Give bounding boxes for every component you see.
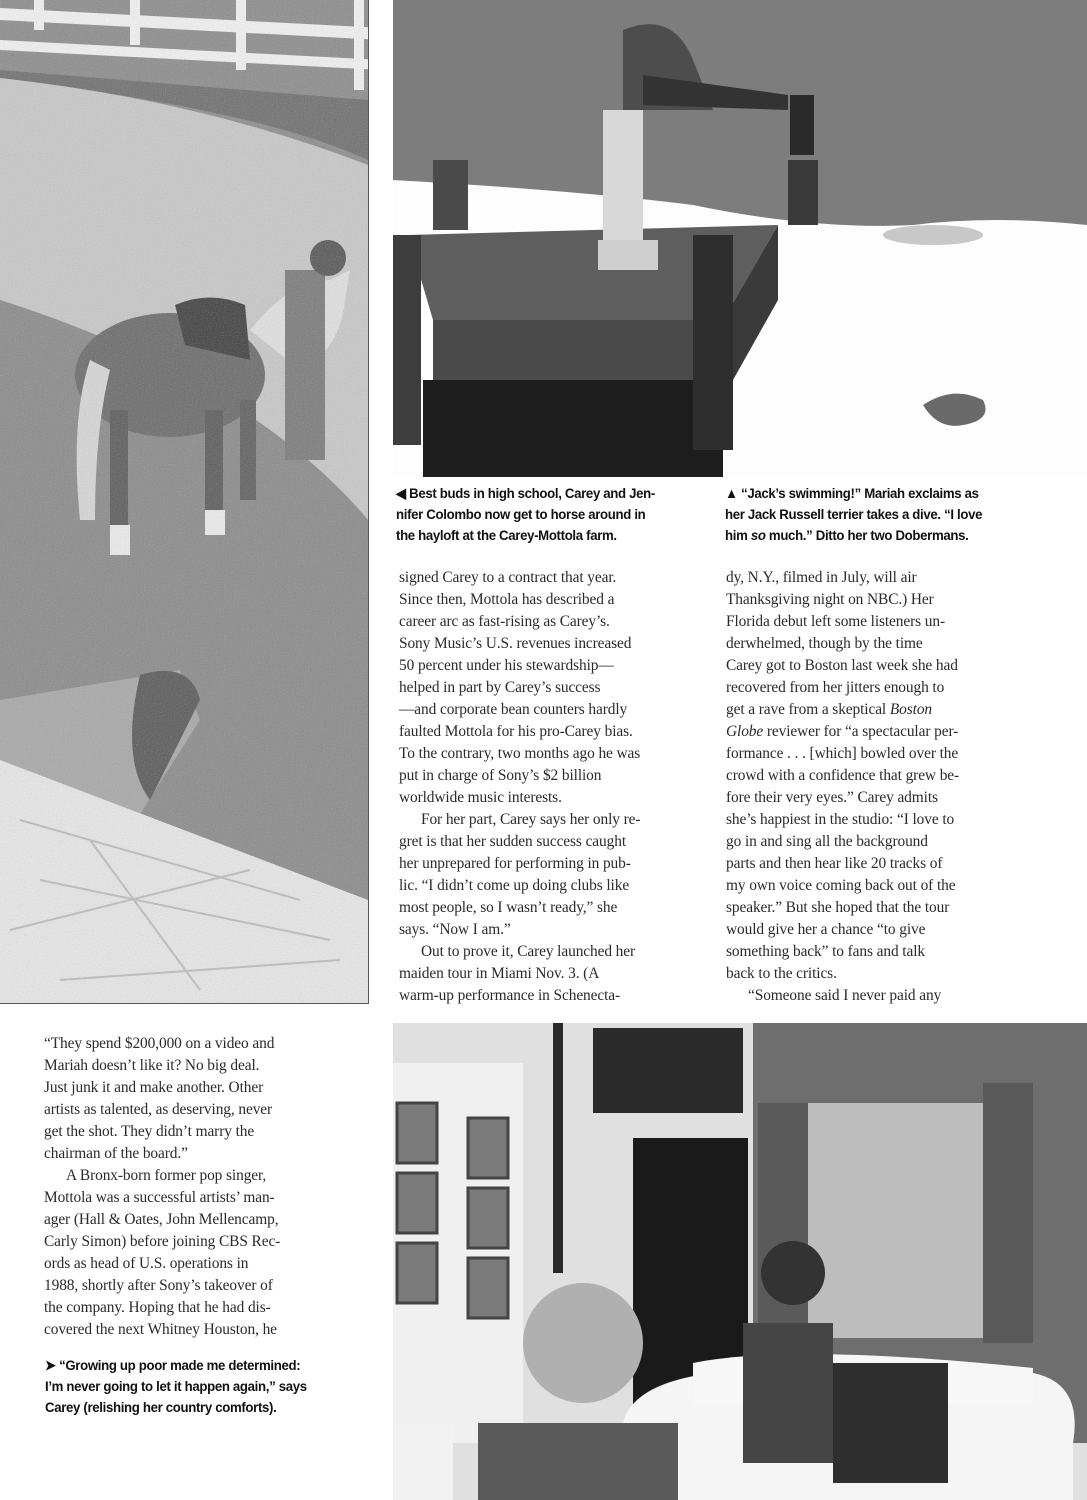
text-line: chairman of the board.” <box>44 1145 188 1162</box>
caption-line: her Jack Russell terrier takes a dive. “I love <box>725 507 983 523</box>
text-line: derwhelmed, though by the time <box>726 635 923 652</box>
living-room-photo-illustration <box>393 1023 1087 1500</box>
text-line: gret is that her sudden success caught <box>399 833 626 850</box>
article-column-right <box>726 567 1041 1007</box>
text-line: Mottola was a successful artists’ man- <box>44 1189 275 1206</box>
text-line: Mariah doesn’t like it? No big deal. <box>44 1057 260 1074</box>
text-line: get the shot. They didn’t marry the <box>44 1123 255 1140</box>
text-line <box>726 721 1041 743</box>
caption-line: “Growing up poor made me determined: <box>59 1358 301 1374</box>
text-segment: get a rave from a skeptical <box>726 701 890 718</box>
caption-dock-photo <box>725 484 1060 547</box>
text-line: formance . . . [which] bowled over the <box>726 745 959 762</box>
text-line: warm-up performance in Schenecta- <box>399 987 621 1004</box>
photo-horse-farmyard <box>0 0 369 1004</box>
text-line: faulted Mottola for his pro-Carey bias. <box>399 723 633 740</box>
text-line: Out to prove it, Carey launched her <box>421 943 636 960</box>
text-line: 50 percent under his stewardship— <box>399 657 614 674</box>
article-column-middle <box>399 567 714 1007</box>
photo-dock-swimming-dog <box>393 0 1087 477</box>
text-line: Thanksgiving night on NBC.) Her <box>726 591 934 608</box>
text-line: most people, so I wasn’t ready,” she <box>399 899 618 916</box>
text-line: worldwide music interests. <box>399 789 562 806</box>
horse-photo-illustration <box>0 0 368 1003</box>
caption-line: the hayloft at the Carey-Mottola farm. <box>396 528 617 544</box>
arrow-right-icon: ➤ <box>45 1358 56 1374</box>
text-line: “They spend $200,000 on a video and <box>44 1035 275 1052</box>
text-line: something back” to fans and talk <box>726 943 925 960</box>
text-line: back to the critics. <box>726 965 837 982</box>
text-line: she’s happiest in the studio: “I love to <box>726 811 955 828</box>
dock-photo-illustration <box>393 0 1087 477</box>
text-line: fore their very eyes.” Carey admits <box>726 789 938 806</box>
text-emphasis: Globe <box>726 723 764 740</box>
text-line: her unprepared for performing in pub- <box>399 855 631 872</box>
text-line: lic. “I didn’t come up doing clubs like <box>399 877 630 894</box>
text-line: ords as head of U.S. operations in <box>44 1255 249 1272</box>
text-line: says. “Now I am.” <box>399 921 511 938</box>
text-line: “Someone said I never paid any <box>748 987 942 1004</box>
text-segment: reviewer for “a spectacular per- <box>763 723 959 740</box>
text-line: signed Carey to a contract that year. <box>399 569 617 586</box>
text-line: Carey got to Boston last week she had <box>726 657 958 674</box>
text-line: parts and then hear like 20 tracks of <box>726 855 943 872</box>
text-line: Florida debut left some listeners un- <box>726 613 945 630</box>
caption-line: I’m never going to let it happen again,” says <box>45 1379 307 1395</box>
text-line: dy, N.Y., filmed in July, will air <box>726 569 917 586</box>
text-emphasis: Boston <box>889 701 933 718</box>
text-line: go in and sing all the background <box>726 833 928 850</box>
arrow-left-icon: ◀ <box>396 486 406 502</box>
text-line: Just junk it and make another. Other <box>44 1079 264 1096</box>
text-line: helped in part by Carey’s success <box>399 679 601 696</box>
text-line: career arc as fast-rising as Carey’s. <box>399 613 610 630</box>
text-line: Sony Music’s U.S. revenues increased <box>399 635 632 652</box>
text-line: speaker.” But she hoped that the tour <box>726 899 950 916</box>
text-line: For her part, Carey says her only re- <box>421 811 641 828</box>
caption-line: him <box>725 528 751 544</box>
text-line: would give her a chance “to give <box>726 921 926 938</box>
caption-emphasis: so <box>750 528 766 544</box>
text-line: the company. Hoping that he had dis- <box>44 1299 271 1316</box>
caption-line: “Jack’s swimming!” Mariah exclaims as <box>741 486 979 502</box>
text-line: covered the next Whitney Houston, he <box>44 1321 277 1338</box>
text-line: crowd with a confidence that grew be- <box>726 767 960 784</box>
caption-living-room-photo <box>45 1356 380 1419</box>
text-line: put in charge of Sony’s $2 billion <box>399 767 602 784</box>
text-line: Since then, Mottola has described a <box>399 591 615 608</box>
text-line <box>726 699 1041 721</box>
article-column-left <box>44 1033 374 1341</box>
text-line: To the contrary, two months ago he was <box>399 745 641 762</box>
text-line: —and corporate bean counters hardly <box>399 701 628 718</box>
text-line: Carly Simon) before joining CBS Rec- <box>44 1233 281 1250</box>
text-line: A Bronx-born former pop singer, <box>66 1167 267 1184</box>
text-line: my own voice coming back out of the <box>726 877 956 894</box>
text-line: ager (Hall & Oates, John Mellencamp, <box>44 1211 279 1228</box>
text-line: maiden tour in Miami Nov. 3. (A <box>399 965 600 982</box>
caption-line: Carey (relishing her country comforts). <box>45 1400 277 1416</box>
text-line: recovered from her jitters enough to <box>726 679 945 696</box>
caption-line: nifer Colombo now get to horse around in <box>396 507 646 523</box>
text-line: 1988, shortly after Sony’s takeover of <box>44 1277 273 1294</box>
caption-horse-photo <box>396 484 722 547</box>
photo-living-room <box>393 1023 1087 1500</box>
arrow-up-icon: ▲ <box>725 486 738 502</box>
caption-line: Best buds in high school, Carey and Jen- <box>409 486 655 502</box>
caption-line: much.” Ditto her two Dobermans. <box>765 528 969 544</box>
text-line: artists as talented, as deserving, never <box>44 1101 273 1118</box>
